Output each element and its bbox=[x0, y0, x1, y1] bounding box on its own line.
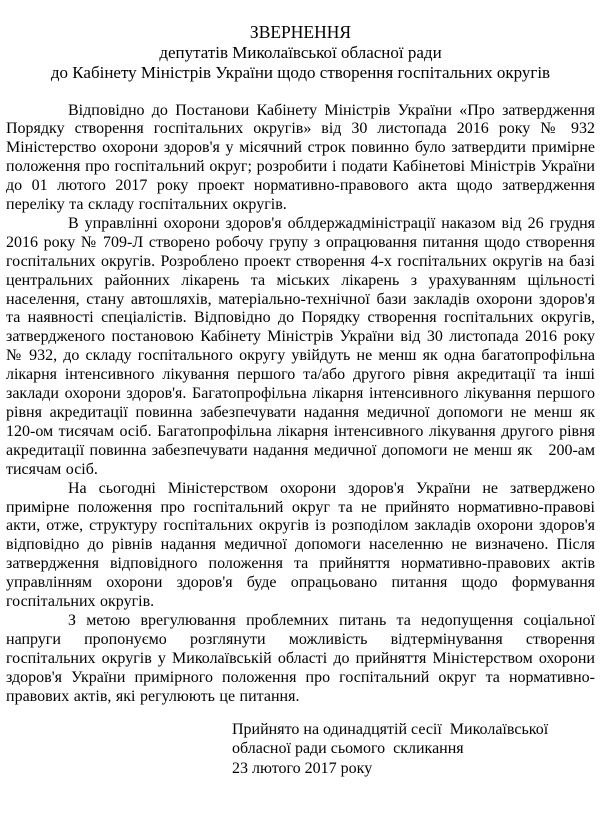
adoption-note bbox=[232, 720, 595, 779]
document-body bbox=[6, 102, 595, 707]
paragraph-4: З метою врегулювання проблемних питань та недопущення соціальної напруги пропонуємо розглянути можливість відтермінування створення госпітальних округів у Миколаївській області до прийняття Міністерством охорони здоров'я України примірного положення про госпітальний округ та нормативно-правових актів, які регулюють це питання. bbox=[6, 611, 595, 705]
paragraph-2: В управлінні охорони здоров'я облдержадміністрації наказом від 26 грудня 2016 року № 709-Л створено робочу групу з опрацювання питання щодо створення госпітальних округів. Розроблено проект створення 4-х госпітальних округів на базі центральних районних лікарень та міських лікарень з урахуванням щільності населення, стану автошляхів, матеріально-технічної бази закладів охорони здоров'я та наявності спеціалістів. Відповідно до Порядку створення госпітальних округів, затвердженого постановою Кабінету Міністрів України від 30 листопада 2016 року № 932, до складу госпітального округу увійдуть не менш як одна багатопрофільна лікарня інтенсивного лікування першого та/або другого рівня акредитації та інші заклади охорони здоров'я. Багатопрофільна лікарня інтенсивного лікування першого рівня акредитації повинна забезпечувати надання медичної допомоги не менш як 120-ом тисячам осіб. Багатопрофільна лікарня інтенсивного лікування другого рівня акредитації повинна забезпечувати надання медичної допомоги не менш як 200-ам тисячам осіб. bbox=[6, 214, 595, 478]
document-subtitle-line-1: депутатів Миколаївської обласної ради bbox=[159, 42, 442, 62]
adoption-line-3: 23 лютого 2017 року bbox=[232, 759, 373, 777]
document-subtitle-line-2: до Кабінету Міністрів України щодо створення госпітальних округів bbox=[50, 63, 551, 82]
adoption-line-1: Прийнято на одинадцятій сесії Миколаївської bbox=[232, 720, 549, 738]
document-header bbox=[6, 22, 595, 84]
paragraph-3: На сьогодні Міністерством охорони здоров'я України не затверджено примірне положення про госпітальний округ та не прийнято нормативно-правові акти, отже, структуру госпітальних округів із розподілом закладів охорони здоров'я відповідно до рівнів надання медичної допомоги населенню не визначено. Після затвердження відповідного положення та прийняття нормативно-правових актів управлінням охорони здоров'я буде опрацьовано питання щодо формування госпітальних округів. bbox=[6, 479, 595, 611]
document-title: ЗВЕРНЕННЯ bbox=[249, 22, 352, 42]
adoption-line-2: обласної ради сьомого скликання bbox=[232, 740, 464, 757]
paragraph-1: Відповідно до Постанови Кабінету Міністрів України «Про затвердження Порядку створення госпітальних округів» від 30 листопада 2016 року № 932 Міністерство охорони здоров'я у місячний строк повинно було затвердити примірне положення про госпітальний округ; розробити і подати Кабінетові Міністрів України до 01 лютого 2017 року проект нормативно-правового акта щодо затвердження переліку та складу госпітальних округів. bbox=[6, 101, 595, 214]
